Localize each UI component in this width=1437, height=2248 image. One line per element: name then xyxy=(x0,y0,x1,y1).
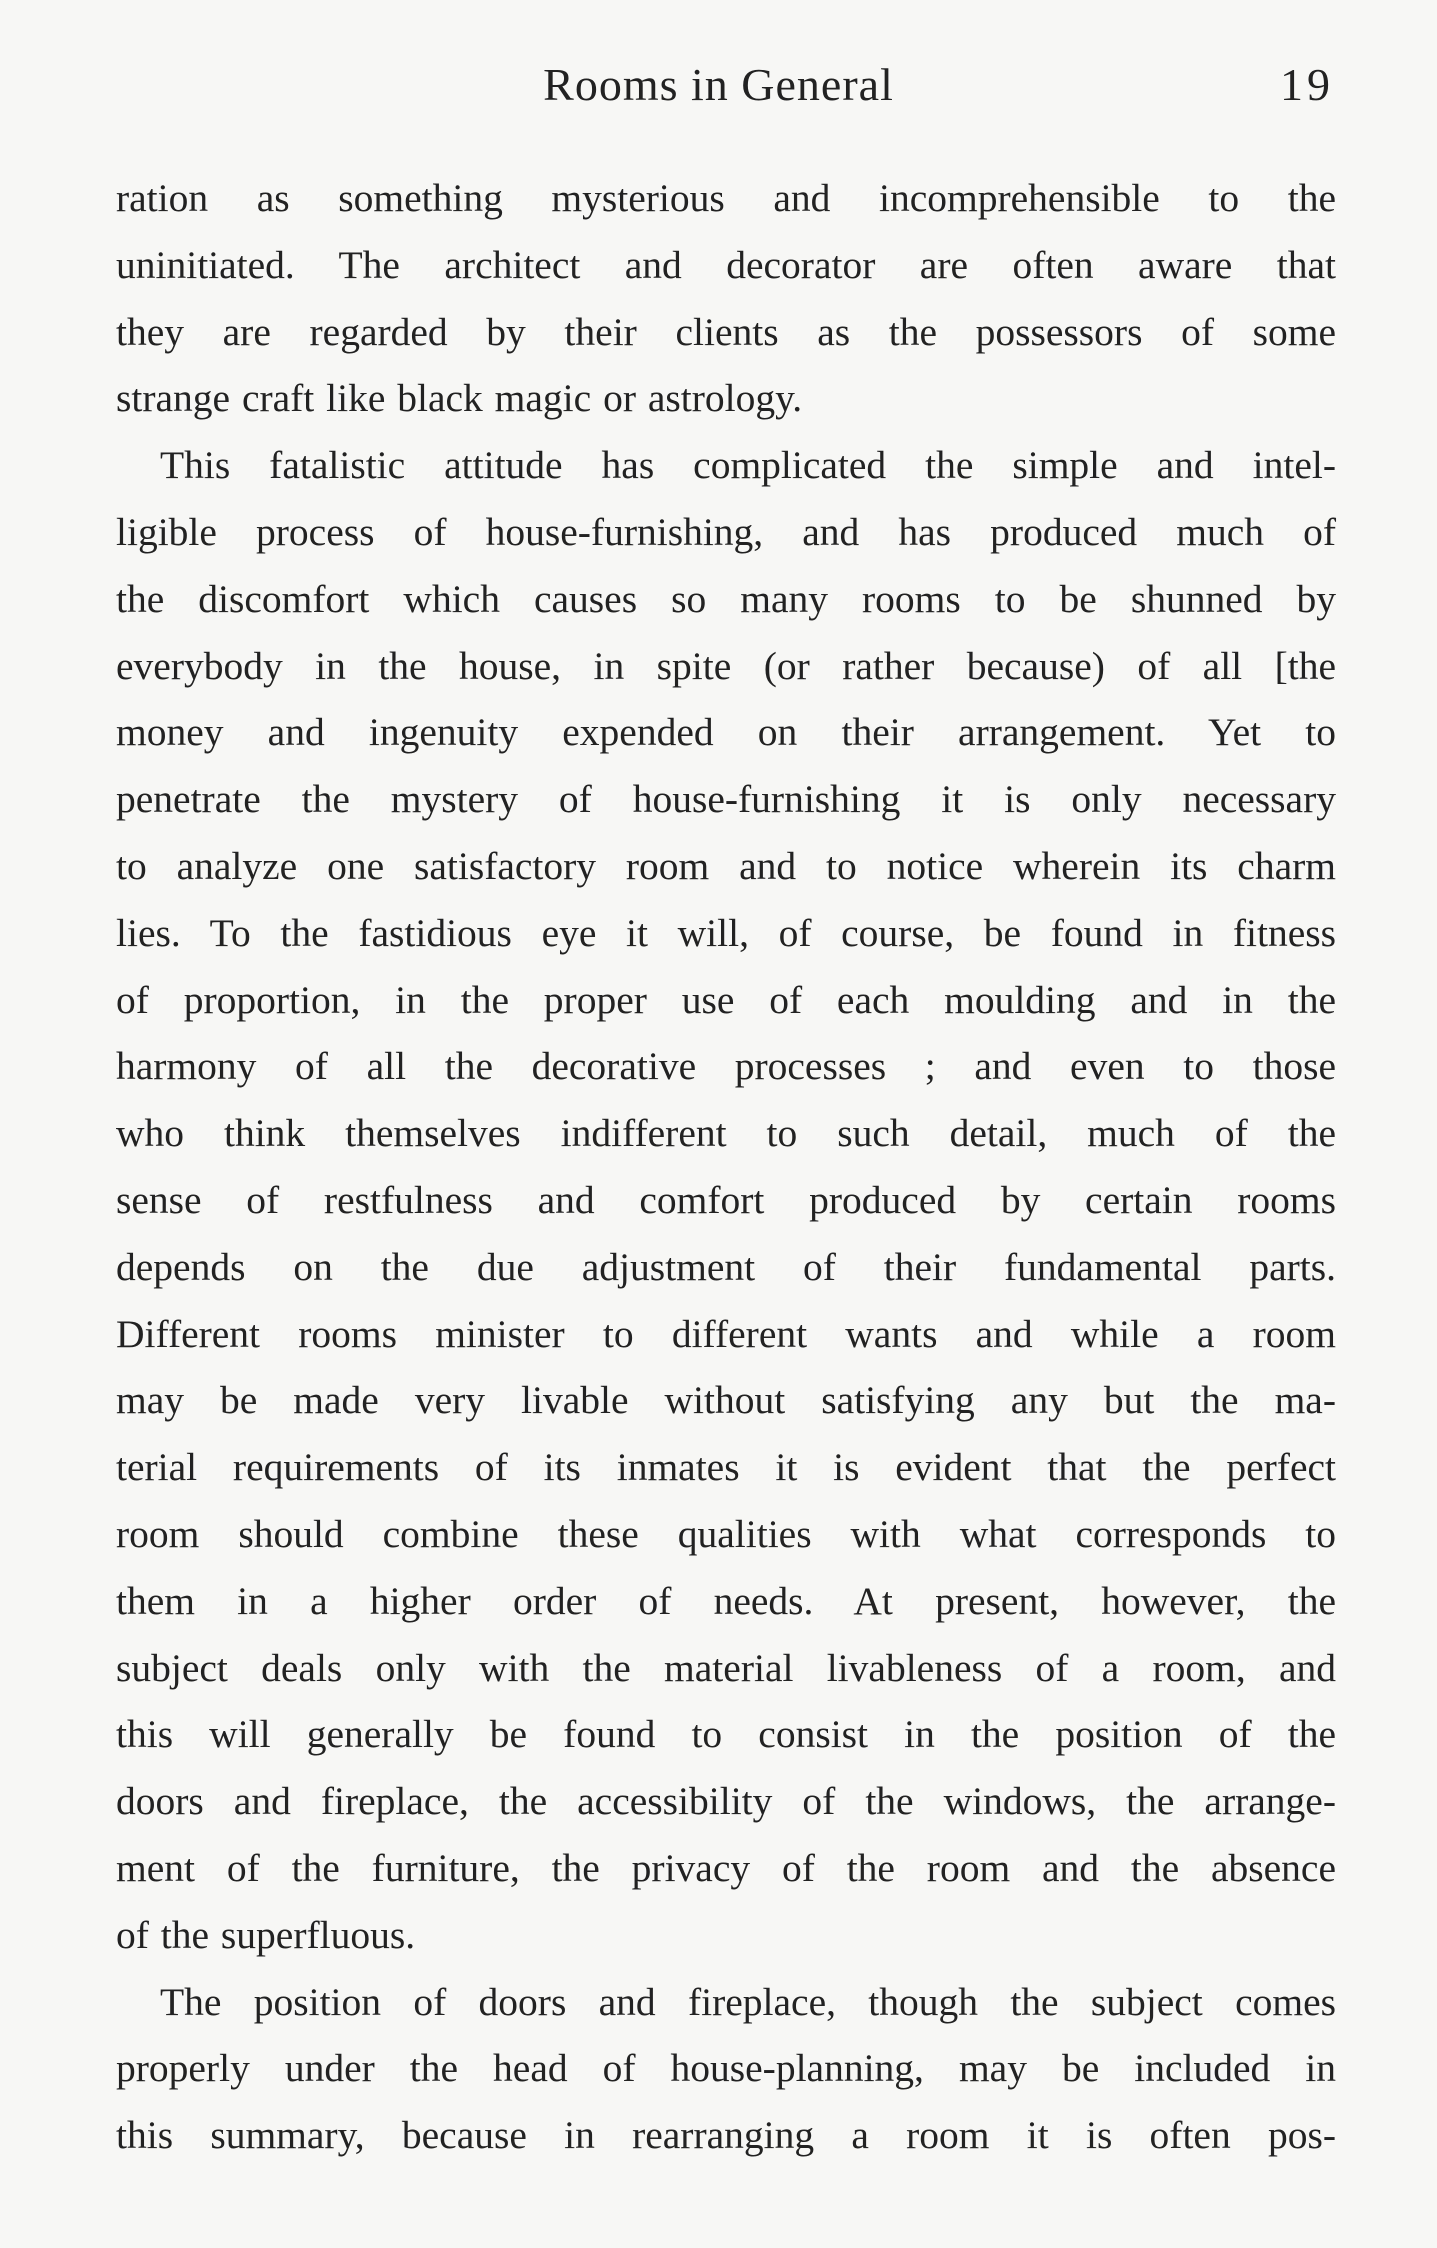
running-title: Rooms in General xyxy=(543,59,894,110)
text-line: Different rooms minister to different wants and while a room xyxy=(116,1311,1336,1356)
running-head xyxy=(0,58,1437,118)
text-line: penetrate the mystery of house-furnishing it is only necessary xyxy=(116,777,1336,822)
text-line: depends on the due adjustment of their fundamental parts. xyxy=(116,1244,1336,1289)
text-line: to analyze one satisfactory room and to notice wherein its charm xyxy=(116,843,1336,888)
text-line: of proportion, in the proper use of each moulding and in the xyxy=(116,977,1336,1022)
text-line: this will generally be found to consist in the position of the xyxy=(116,1712,1336,1757)
text-line: the discomfort which causes so many rooms to be shunned by xyxy=(116,576,1336,621)
text-line: room should combine these qualities with what corresponds to xyxy=(116,1511,1336,1556)
text-line: terial requirements of its inmates it is evident that the perfect xyxy=(116,1445,1336,1490)
text-line: them in a higher order of needs. At present, however, the xyxy=(116,1578,1336,1623)
text-line: everybody in the house, in spite (or rather because) of all [the xyxy=(116,643,1336,688)
paragraph-1 xyxy=(116,165,1336,432)
text-line: may be made very livable without satisfying any but the ma- xyxy=(116,1378,1336,1423)
text-line: ligible process of house-furnishing, and has produced much of xyxy=(116,509,1336,554)
text-line: sense of restfulness and comfort produced by certain rooms xyxy=(116,1177,1336,1222)
text-line: harmony of all the decorative processes ; and even to those xyxy=(116,1044,1336,1089)
text-line: This fatalistic attitude has complicated the simple and intel- xyxy=(160,443,1336,488)
text-line: ment of the furniture, the privacy of the room and the absence xyxy=(116,1845,1336,1890)
page-number: 19 xyxy=(1280,59,1334,110)
text-line: who think themselves indifferent to such detail, much of the xyxy=(116,1111,1336,1156)
text-line: properly under the head of house-planning, may be included in xyxy=(116,2046,1336,2091)
paragraph-3 xyxy=(116,1969,1336,2169)
text-line: The position of doors and fireplace, though the subject comes xyxy=(160,1979,1336,2024)
text-line: of the superfluous. xyxy=(116,1912,416,1957)
text-line: this summary, because in rearranging a room it is often pos- xyxy=(116,2113,1336,2158)
text-line: uninitiated. The architect and decorator are often aware that xyxy=(116,242,1336,287)
text-line: subject deals only with the material livableness of a room, and xyxy=(116,1645,1336,1690)
text-line: money and ingenuity expended on their arrangement. Yet to xyxy=(116,710,1336,755)
text-line: ration as something mysterious and incomprehensible to the xyxy=(116,176,1336,220)
text-line: strange craft like black magic or astrology. xyxy=(116,376,803,421)
paragraph-2 xyxy=(116,432,1336,1968)
text-line: doors and fireplace, the accessibility of the windows, the arrange- xyxy=(116,1779,1336,1824)
text-line: lies. To the fastidious eye it will, of course, be found in fitness xyxy=(116,910,1336,955)
text-line: they are regarded by their clients as the possessors of some xyxy=(116,309,1336,354)
body-text xyxy=(116,165,1336,2169)
